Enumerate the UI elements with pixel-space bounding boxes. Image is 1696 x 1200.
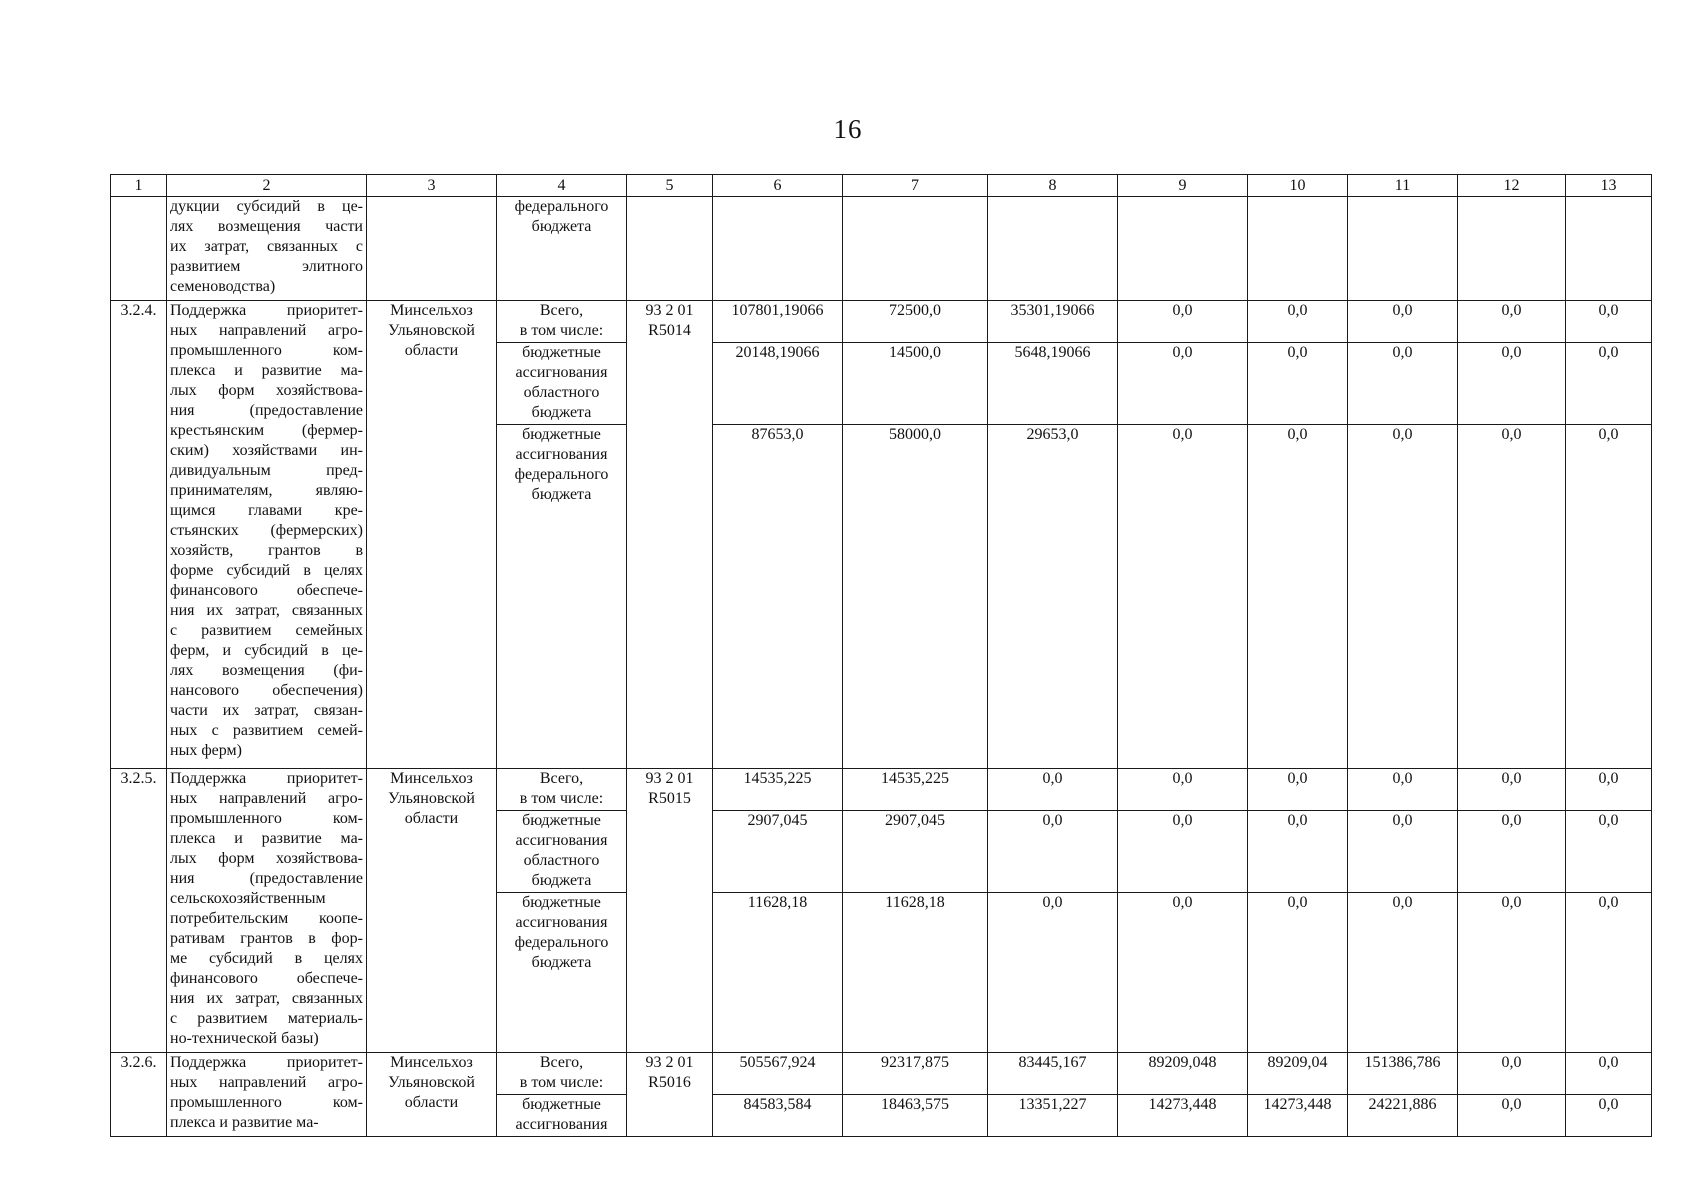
table-row	[111, 197, 1652, 301]
budget-code	[627, 1053, 713, 1137]
amount-cell: 83445,167	[988, 1053, 1118, 1095]
funding-source-line: ассигнования	[515, 832, 608, 849]
amount-cell: 0,0	[1458, 811, 1566, 893]
table-row	[111, 1053, 1652, 1095]
budget-code-line: R5014	[648, 322, 691, 339]
description-line: щимся главами кре-	[170, 502, 363, 519]
funding-source-line: бюджета	[531, 954, 592, 971]
executor-line: Минсельхоз	[390, 1054, 473, 1071]
description-line: хозяйств, грантов в	[170, 542, 363, 559]
amount-cell: 0,0	[1348, 425, 1458, 769]
description-line: ским) хозяйствами ин-	[170, 442, 363, 459]
amount-cell: 0,0	[1118, 893, 1248, 1053]
executor	[367, 197, 497, 301]
amount-cell: 0,0	[1348, 301, 1458, 343]
amount-cell: 5648,19066	[988, 343, 1118, 425]
executor-line: Ульяновской	[388, 790, 475, 807]
amount-cell: 72500,0	[843, 301, 988, 343]
description-line: финансового обеспече-	[170, 582, 363, 599]
budget-code	[627, 197, 713, 301]
executor	[367, 1053, 497, 1137]
amount-cell: 14273,448	[1248, 1095, 1348, 1137]
description-line: плекса и развитие ма-	[170, 830, 363, 847]
funding-source-line: бюджета	[531, 486, 592, 503]
column-number: 8	[988, 175, 1118, 197]
description-line: стьянских (фермерских)	[170, 522, 363, 539]
funding-source-line: в том числе:	[519, 322, 604, 339]
amount-cell: 14500,0	[843, 343, 988, 425]
amount-cell: 0,0	[1566, 301, 1652, 343]
table-row	[111, 301, 1652, 343]
description-line: промышленного ком-	[170, 810, 363, 827]
funding-source-line: бюджетные	[522, 426, 601, 443]
funding-source-line: бюджета	[531, 404, 592, 421]
funding-source	[497, 301, 627, 343]
funding-source-line: бюджета	[531, 218, 592, 235]
description-line: Поддержка приоритет-	[170, 770, 363, 787]
row-number: 3.2.5.	[111, 769, 167, 1053]
amount-cell: 0,0	[1248, 811, 1348, 893]
amount-cell: 11628,18	[713, 893, 843, 1053]
amount-cell: 2907,045	[843, 811, 988, 893]
amount-cell: 14535,225	[843, 769, 988, 811]
description-line: сельскохозяйственным	[170, 890, 326, 907]
amount-cell	[1566, 197, 1652, 301]
description-line: части их затрат, связан-	[170, 702, 363, 719]
amount-cell: 58000,0	[843, 425, 988, 769]
description-line: лях возмещения части	[170, 218, 363, 235]
amount-cell	[1248, 197, 1348, 301]
description-line: плекса и развитие ма-	[170, 1114, 319, 1131]
funding-source-line: Всего,	[539, 770, 584, 787]
funding-source-line: ассигнования	[515, 1116, 608, 1133]
description-line: финансового обеспече-	[170, 970, 363, 987]
description-line: ния их затрат, связанных	[170, 990, 363, 1007]
column-number: 12	[1458, 175, 1566, 197]
amount-cell: 13351,227	[988, 1095, 1118, 1137]
amount-cell: 0,0	[1348, 893, 1458, 1053]
description-line: лых форм хозяйствова-	[170, 850, 363, 867]
amount-cell: 84583,584	[713, 1095, 843, 1137]
amount-cell: 92317,875	[843, 1053, 988, 1095]
funding-source-line: Всего,	[539, 302, 584, 319]
funding-source-line: в том числе:	[519, 790, 604, 807]
amount-cell: 87653,0	[713, 425, 843, 769]
amount-cell: 0,0	[1348, 769, 1458, 811]
executor	[367, 769, 497, 1053]
amount-cell: 0,0	[1248, 769, 1348, 811]
amount-cell: 35301,19066	[988, 301, 1118, 343]
column-number-row	[111, 175, 1652, 197]
column-number: 1	[111, 175, 167, 197]
amount-cell: 0,0	[1458, 425, 1566, 769]
description-line: форме субсидий в целях	[170, 562, 363, 579]
description-line: крестьянским (фермер-	[170, 422, 363, 439]
budget-code-line: R5016	[648, 1074, 691, 1091]
column-number: 5	[627, 175, 713, 197]
description-line: Поддержка приоритет-	[170, 1054, 363, 1071]
column-number: 3	[367, 175, 497, 197]
funding-source-line: областного	[523, 852, 600, 869]
amount-cell: 89209,04	[1248, 1053, 1348, 1095]
column-number: 13	[1566, 175, 1652, 197]
row-number: 3.2.6.	[111, 1053, 167, 1137]
amount-cell: 0,0	[988, 893, 1118, 1053]
amount-cell: 0,0	[1566, 1053, 1652, 1095]
description-line: их затрат, связанных с	[170, 238, 363, 255]
amount-cell: 14273,448	[1118, 1095, 1248, 1137]
description-line: принимателям, являю-	[170, 482, 363, 499]
executor-line: области	[404, 1094, 459, 1111]
description-line: промышленного ком-	[170, 1094, 363, 1111]
column-number: 7	[843, 175, 988, 197]
amount-cell: 14535,225	[713, 769, 843, 811]
description-line: но-технической базы)	[170, 1030, 319, 1047]
funding-source	[497, 1053, 627, 1095]
amount-cell: 0,0	[1458, 1053, 1566, 1095]
description-line: нансового обеспечения)	[170, 682, 363, 699]
amount-cell: 0,0	[1248, 301, 1348, 343]
description-line: ных ферм)	[170, 742, 242, 759]
executor-line: области	[404, 342, 459, 359]
funding-source-line: федерального	[514, 934, 609, 951]
measure-description	[167, 769, 367, 1053]
funding-source-line: бюджетные	[522, 1096, 601, 1113]
description-line: ных направлений агро-	[170, 790, 363, 807]
table-row	[111, 769, 1652, 811]
executor-line: Минсельхоз	[390, 302, 473, 319]
measure-description	[167, 301, 367, 769]
amount-cell: 0,0	[1458, 769, 1566, 811]
measure-description	[167, 197, 367, 301]
column-number: 4	[497, 175, 627, 197]
description-line: развитием элитного	[170, 258, 363, 275]
funding-source	[497, 425, 627, 769]
amount-cell: 151386,786	[1348, 1053, 1458, 1095]
amount-cell: 0,0	[988, 811, 1118, 893]
description-line: с развитием семейных	[170, 622, 363, 639]
funding-source	[497, 1095, 627, 1137]
amount-cell: 0,0	[1566, 343, 1652, 425]
amount-cell: 0,0	[1566, 769, 1652, 811]
amount-cell: 0,0	[1348, 343, 1458, 425]
amount-cell: 20148,19066	[713, 343, 843, 425]
description-line: ных направлений агро-	[170, 322, 363, 339]
amount-cell: 107801,19066	[713, 301, 843, 343]
budget-code-line: 93 2 01	[645, 302, 694, 319]
amount-cell: 0,0	[1118, 425, 1248, 769]
row-number	[111, 197, 167, 301]
description-line: Поддержка приоритет-	[170, 302, 363, 319]
funding-source-line: бюджета	[531, 872, 592, 889]
funding-source-line: ассигнования	[515, 446, 608, 463]
column-number: 2	[167, 175, 367, 197]
amount-cell: 11628,18	[843, 893, 988, 1053]
budget-code	[627, 769, 713, 1053]
budget-code-line: R5015	[648, 790, 691, 807]
amount-cell: 0,0	[1458, 343, 1566, 425]
amount-cell: 0,0	[1118, 811, 1248, 893]
funding-source	[497, 769, 627, 811]
budget-code	[627, 301, 713, 769]
measure-description	[167, 1053, 367, 1137]
executor	[367, 301, 497, 769]
description-line: плекса и развитие ма-	[170, 362, 363, 379]
funding-source-line: федерального	[514, 198, 609, 215]
amount-cell: 0,0	[1566, 811, 1652, 893]
amount-cell	[1118, 197, 1248, 301]
budget-code-line: 93 2 01	[645, 1054, 694, 1071]
amount-cell	[843, 197, 988, 301]
amount-cell: 18463,575	[843, 1095, 988, 1137]
description-line: дивидуальным пред-	[170, 462, 363, 479]
funding-source-line: федерального	[514, 466, 609, 483]
executor-line: области	[404, 810, 459, 827]
funding-source-line: Всего,	[539, 1054, 584, 1071]
amount-cell: 0,0	[1458, 1095, 1566, 1137]
amount-cell: 0,0	[1248, 893, 1348, 1053]
amount-cell	[1348, 197, 1458, 301]
funding-source-line: бюджетные	[522, 344, 601, 361]
description-line: промышленного ком-	[170, 342, 363, 359]
description-line: лых форм хозяйствова-	[170, 382, 363, 399]
amount-cell: 0,0	[1248, 343, 1348, 425]
funding-source	[497, 811, 627, 893]
funding-source-line: ассигнования	[515, 914, 608, 931]
column-number: 6	[713, 175, 843, 197]
description-line: ративам грантов в фор-	[170, 930, 363, 947]
description-line: лях возмещения (фи-	[170, 662, 363, 679]
amount-cell: 0,0	[1566, 1095, 1652, 1137]
executor-line: Ульяновской	[388, 1074, 475, 1091]
amount-cell: 2907,045	[713, 811, 843, 893]
description-line: потребительским коопе-	[170, 910, 363, 927]
funding-source-line: в том числе:	[519, 1074, 604, 1091]
funding-source-line: ассигнования	[515, 364, 608, 381]
amount-cell: 24221,886	[1348, 1095, 1458, 1137]
description-line: ния (предоставление	[170, 870, 363, 887]
amount-cell: 0,0	[1118, 343, 1248, 425]
description-line: ных направлений агро-	[170, 1074, 363, 1091]
column-number: 11	[1348, 175, 1458, 197]
funding-source	[497, 343, 627, 425]
row-number: 3.2.4.	[111, 301, 167, 769]
amount-cell: 0,0	[1566, 893, 1652, 1053]
column-number: 10	[1248, 175, 1348, 197]
executor-line: Минсельхоз	[390, 770, 473, 787]
amount-cell	[713, 197, 843, 301]
description-line: ния их затрат, связанных	[170, 602, 363, 619]
executor-line: Ульяновской	[388, 322, 475, 339]
description-line: ния (предоставление	[170, 402, 363, 419]
amount-cell: 0,0	[1348, 811, 1458, 893]
amount-cell: 0,0	[1458, 893, 1566, 1053]
amount-cell: 0,0	[1458, 301, 1566, 343]
description-line: ме субсидий в целях	[170, 950, 363, 967]
amount-cell: 0,0	[1566, 425, 1652, 769]
amount-cell: 89209,048	[1118, 1053, 1248, 1095]
amount-cell: 0,0	[1118, 301, 1248, 343]
column-number: 9	[1118, 175, 1248, 197]
amount-cell: 505567,924	[713, 1053, 843, 1095]
description-line: ферм, и субсидий в це-	[170, 642, 363, 659]
amount-cell: 0,0	[1248, 425, 1348, 769]
description-line: с развитием материаль-	[170, 1010, 363, 1027]
description-line: дукции субсидий в це-	[170, 198, 363, 215]
amount-cell	[1458, 197, 1566, 301]
funding-source-line: бюджетные	[522, 812, 601, 829]
funding-source-line: областного	[523, 384, 600, 401]
amount-cell: 0,0	[988, 769, 1118, 811]
description-line: семеноводства)	[170, 278, 276, 295]
funding-source	[497, 893, 627, 1053]
amount-cell: 29653,0	[988, 425, 1118, 769]
budget-table	[110, 174, 1652, 1137]
description-line: ных с развитием семей-	[170, 722, 363, 739]
amount-cell: 0,0	[1118, 769, 1248, 811]
page-number: 16	[833, 114, 863, 144]
budget-code-line: 93 2 01	[645, 770, 694, 787]
amount-cell	[988, 197, 1118, 301]
funding-source	[497, 197, 627, 301]
funding-source-line: бюджетные	[522, 894, 601, 911]
